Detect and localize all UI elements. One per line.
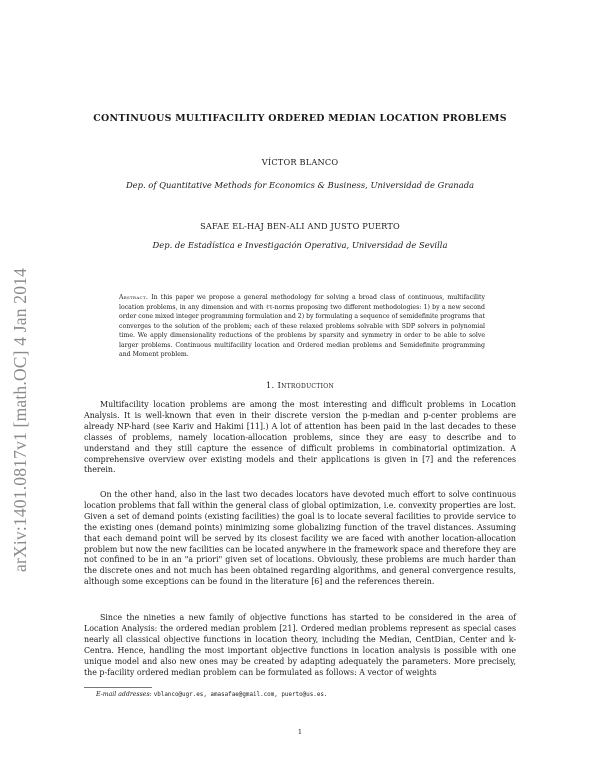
footnote-label: E-mail addresses: (96, 691, 152, 698)
abstract-label: Abstract. (119, 294, 149, 301)
arxiv-identifier: arXiv:1401.0817v1 [math.OC] 4 Jan 2014 (10, 267, 30, 572)
section-heading (0, 380, 600, 390)
paper-title: CONTINUOUS MULTIFACILITY ORDERED MEDIAN LOCATION PROBLEMS (93, 113, 507, 124)
page-number: 1 (297, 728, 303, 736)
affiliation-1: Dep. of Quantitative Methods for Economics & Business, Universidad de Granada (125, 180, 475, 190)
section-title: Introduction (277, 380, 335, 390)
footnote-emails: vblanco@ugr.es, amasafae@gmail.com, puerto@us.es. (153, 692, 328, 698)
affiliation-2: Dep. de Estadística e Investigación Operativa, Universidad de Sevilla (152, 240, 448, 250)
abstract (119, 293, 485, 360)
paragraph-1: Multifacility location problems are among the most interesting and difficult problems in Location Analysis. It is well-known that even in their discrete version the p-median and p-center problems are already NP-hard (see Kariv and Hakimi [11].) A lot of attention has been paid in the last decades to these classes of problems, namely location-allocation problems, since they are easy to describe and to understand and they still capture the essence of difficult problems in combinatorial optimization. A comprehensive overview over existing models and their applications is given in [7] and the references therein. (84, 400, 516, 475)
author-1: VÍCTOR BLANCO (261, 157, 339, 167)
author-2: SAFAE EL-HAJ BEN-ALI AND JUSTO PUERTO (200, 221, 400, 231)
paragraph-2: On the other hand, also in the last two decades locators have devoted much effort to solve continuous location problems that fall within the general class of global optimization, i.e. convexity properties are lost. Given a set of demand points (existing facilities) the goal is to locate several facilities to provide service to the existing ones (demand points) minimizing some globalizing function of the travel distances. Assuming that each demand point will be served by its closest facility we are faced with another location-allocation problem but now the new facilities can be located anywhere in the framework space and therefore they are not confined to be in an "a priori" given set of locations. Obviously, these problems are much harder than the discrete ones and not much has been obtained regarding algorithms, and general convergence results, although some exceptions can be found in the literature [6] and the references therein. (84, 490, 516, 587)
abstract-text: In this paper we propose a general methodology for solving a broad class of continuous, multifacility location problems, in any dimension and with ℓτ-norms proposing two different methodologies: 1) by a new second order cone mixed integer programming formulation and 2) by formulating a sequence of semidefinite programs that converges to the solution of the problem; each of these relaxed problems solvable with SDP solvers in polynomial time. We apply dimensionality reductions of the problems by sparsity and symmetry in order to be able to solve larger problems. Continuous multifacility location and Ordered median problems and Semidefinite programming and Moment problem. (119, 294, 485, 359)
section-number: 1. (265, 380, 275, 390)
paragraph-3: Since the nineties a new family of objective functions has started to be considered in the area of Location Analysis: the ordered median problem [21]. Ordered median problems represent as special cases nearly all classical objective functions in location theory, including the Median, CentDian, Center and k-Centra. Hence, handling the most important objective functions in location analysis is possible with one unique model and also new ones may be created by adapting adequately the parameters. More precisely, the p-facility ordered median problem can be formulated as follows: A vector of weights (84, 613, 516, 677)
footnote (84, 690, 516, 700)
footnote-rule (84, 687, 152, 688)
